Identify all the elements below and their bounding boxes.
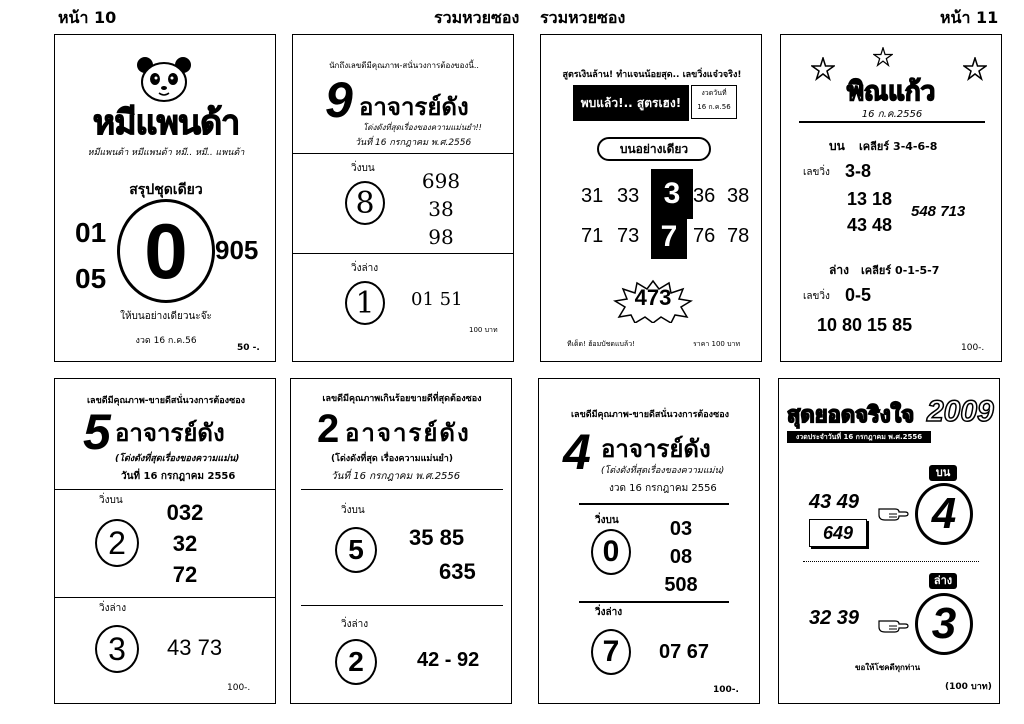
run-up-label: วิ่งบน [341, 505, 365, 516]
row-number: 33 [617, 185, 640, 207]
panel-top-text: สูตรเงินล้าน! ทำแจนน้อยสุด.. เลขวิ่งแจ๋วจริง! [562, 70, 742, 80]
panel-price: 100-. [227, 683, 251, 693]
panel-price: 100 บาท [469, 326, 498, 334]
page-number-left: หน้า 10 [58, 8, 117, 27]
up-clear: เคลียร์ 3-4-6-8 [859, 140, 938, 153]
panel-panda [54, 34, 276, 362]
run-down-numbers: 43 73 [167, 635, 223, 660]
run-down-numbers: 01 51 [411, 289, 463, 310]
panel-subtitle: หมีแพนด้า หมีแพนด้า หมี.. หมี.. แพนด้า [87, 148, 245, 158]
down-label: ล่าง [829, 263, 849, 277]
header-title-left: รวมหวยซอง [434, 8, 520, 27]
run-up-circle [345, 181, 385, 225]
panel-title: อาจารย์ดัง [345, 419, 471, 447]
header-title-right: รวมหวยซอง [540, 8, 626, 27]
divider [55, 489, 276, 490]
big-number: 9 [325, 72, 353, 128]
panel-tagline: โด่งดังที่สุดเรื่องของความแม่นยำ!! [363, 123, 482, 132]
run-up-number: 35 85 [409, 525, 465, 550]
divider [579, 601, 729, 603]
up-digit: 4 [931, 489, 957, 538]
panel-4-ajarn [538, 378, 760, 704]
up-circle [915, 483, 973, 545]
panel-top-text: เลขดีมีคุณภาพ-ขายดีสนั่นวงการต้องซอง [570, 410, 729, 420]
panel-date: งวด 16 ก.ค.56 [135, 336, 197, 346]
run-up-label: วิ่งบน [595, 515, 619, 526]
page-number-right: หน้า 11 [940, 8, 999, 27]
row-number: 31 [581, 185, 604, 207]
row-number: 71 [581, 225, 604, 247]
panel-sutheng [540, 34, 762, 362]
panel-5-ajarn [54, 378, 276, 704]
down-numbers: 32 39 [809, 607, 860, 629]
number-pair: 43 48 [847, 215, 893, 235]
divider [301, 489, 503, 490]
run-up-number: 03 [669, 518, 693, 540]
run-up-number: 08 [669, 546, 693, 568]
starburst-number: 473 [634, 285, 672, 310]
panel-title: อาจารย์ดัง [601, 435, 711, 463]
banner: พบแล้ว!.. สูตรเฮง! [573, 85, 689, 121]
panel-price: 100-. [961, 343, 985, 353]
run-down-circle [591, 629, 631, 675]
big-number: 2 [317, 407, 340, 451]
panel-year: 2009 [927, 395, 994, 428]
panel-tagline: (โด่งดังที่สุดเรื่องของความแม่น) [601, 466, 725, 476]
highlight-number: 0 [144, 206, 188, 295]
row-number: 36 [693, 185, 716, 207]
divider [579, 503, 729, 505]
run-up-digit: 0 [602, 535, 620, 568]
run-up-numbers [651, 515, 711, 599]
run-up-number: 635 [439, 559, 476, 584]
big-number: 4 [563, 424, 591, 480]
panel-tagline: (โด่งดังที่สุด เรื่องความแม่นยำ) [331, 454, 453, 464]
run-down-label: วิ่งล่าง [351, 263, 379, 274]
row-number: 76 [693, 225, 716, 247]
run-down-circle [345, 281, 385, 325]
footer-price: ราคา 100 บาท [693, 340, 741, 348]
big-number: 5 [83, 404, 111, 460]
panel-price: 100-. [713, 685, 739, 695]
run-up-number: 698 [421, 169, 461, 193]
star-icon [873, 47, 893, 67]
highlight-box: 649 [809, 519, 867, 547]
panel-price: (100 บาท) [945, 682, 992, 692]
panel-date: วันที่ 16 กรกฎาคม พ.ศ.2556 [355, 138, 472, 148]
panel-top-text: เลขดีมีคุณภาพ-ขายดีสนั่นวงการต้องซอง [86, 396, 245, 406]
row-number: 38 [727, 185, 750, 207]
panel-tagline: (โด่งดังที่สุดเรื่องของความแม่น) [115, 454, 240, 464]
run-down-digit: 1 [355, 285, 375, 321]
highlight-digit-box: 7 [653, 217, 685, 257]
up-numbers: 43 49 [809, 491, 860, 513]
panel-price: 50 -. [237, 343, 260, 353]
down-clear: เคลียร์ 0-1-5-7 [861, 264, 940, 277]
divider [293, 153, 514, 154]
run-down-digit: 3 [108, 630, 126, 667]
run-down-digit: 2 [348, 646, 364, 677]
run-up-label: วิ่งบน [99, 495, 123, 506]
run-up-digit: 2 [108, 524, 126, 561]
date-box-line: 16 ก.ค.56 [697, 103, 731, 111]
panel-title: หมีแพนด้า [92, 103, 240, 143]
divider [301, 605, 503, 606]
panel-label: สรุปชุดเดียว [129, 182, 203, 198]
number-right: 905 [215, 235, 259, 265]
footer-left-text: ทีเด็ด! ฮ้อมบัชดแบล้ว! [567, 340, 635, 348]
panel-pinkaew [780, 34, 1002, 362]
run-down-circle [95, 625, 139, 673]
run-up-number: 032 [166, 500, 204, 525]
panel-date: วันที่ 16 กรกฎาคม พ.ศ.2556 [331, 471, 461, 482]
panel-9-ajarn [292, 34, 514, 362]
pointing-hand-icon [877, 615, 909, 635]
run-value: 3-8 [845, 161, 872, 181]
up-label: บน [829, 139, 845, 153]
panel-note: ขอให้โชคดีทุกท่าน [855, 663, 921, 672]
date-box [691, 85, 737, 119]
divider [799, 121, 985, 123]
panel-2-ajarn [290, 378, 512, 704]
run-down-numbers: 42 - 92 [417, 649, 480, 671]
number-pair: 13 18 [847, 189, 893, 209]
run-up-number: 72 [172, 562, 198, 587]
panel-date: 16 ก.ค.2556 [861, 109, 923, 120]
divider [293, 253, 514, 254]
date-box-line: งวดวันที่ [701, 89, 727, 97]
panel-title: อาจารย์ดัง [115, 419, 225, 447]
run-down-label: วิ่งล่าง [595, 607, 623, 618]
dotted-divider [803, 561, 979, 562]
date-bar: งวดประจำวันที่ 16 กรกฎาคม พ.ศ.2556 [787, 431, 931, 443]
run-up-numbers [155, 497, 215, 590]
panel-title: สุดยอดจริงใจ [787, 403, 915, 428]
run-up-numbers [411, 167, 471, 251]
highlight-circle [117, 199, 215, 303]
pointing-hand-icon [877, 503, 909, 523]
number-left-2: 05 [75, 263, 107, 294]
run-up-number: 98 [428, 225, 454, 249]
run-up-circle [591, 529, 631, 575]
run-down-numbers: 07 67 [659, 641, 710, 663]
run-up-number: 32 [172, 531, 198, 556]
run-up-digit: 8 [355, 185, 375, 221]
panel-top-text: นักถึงเลขดีมีคุณภาพ-สนั่นวงการต้องของนี้.. [329, 61, 479, 70]
down-digit: 3 [931, 599, 957, 648]
side-numbers: 548 713 [911, 203, 966, 220]
run-up-circle [95, 519, 139, 567]
panel-date: งวด 16 กรกฎาคม 2556 [609, 483, 717, 494]
highlight-digit-box: 3 [653, 171, 691, 217]
number-left-1: 01 [75, 217, 107, 248]
run-value: 0-5 [845, 285, 872, 305]
run-down-label: วิ่งล่าง [341, 619, 369, 630]
run-down-label: วิ่งล่าง [99, 603, 127, 614]
divider [55, 597, 276, 598]
run-up-number: 38 [428, 197, 454, 221]
run-down-digit: 7 [602, 635, 620, 668]
top-only-label: บนอย่างเดียว [597, 137, 711, 161]
star-icon [963, 57, 987, 81]
row-number: 78 [727, 225, 750, 247]
run-up-circle [335, 527, 377, 573]
row-number: 73 [617, 225, 640, 247]
run-up-label: วิ่งบน [351, 163, 375, 174]
down-circle [915, 593, 973, 655]
panel-top-text: เลขดีมีคุณภาพเกินร้อยขายดีที่สุดต้องซอง [322, 394, 482, 404]
run-up-digit: 5 [348, 534, 364, 565]
run-down-circle [335, 639, 377, 685]
number-list: 10 80 15 85 [817, 315, 913, 335]
panel-note: ให้บนอย่างเดียวนะจ๊ะ [120, 311, 212, 322]
up-label-badge: บน [929, 465, 957, 481]
panel-title: อาจารย์ดัง [359, 93, 469, 121]
panel-date: วันที่ 16 กรกฎาคม 2556 [121, 471, 236, 482]
down-label-badge: ล่าง [929, 573, 957, 589]
run-label: เลขวิ่ง [803, 291, 830, 302]
run-up-number: 508 [664, 574, 698, 596]
run-label: เลขวิ่ง [803, 167, 830, 178]
panel-title: พิณแก้ว [846, 77, 936, 107]
panel-sudyod [778, 378, 1000, 704]
